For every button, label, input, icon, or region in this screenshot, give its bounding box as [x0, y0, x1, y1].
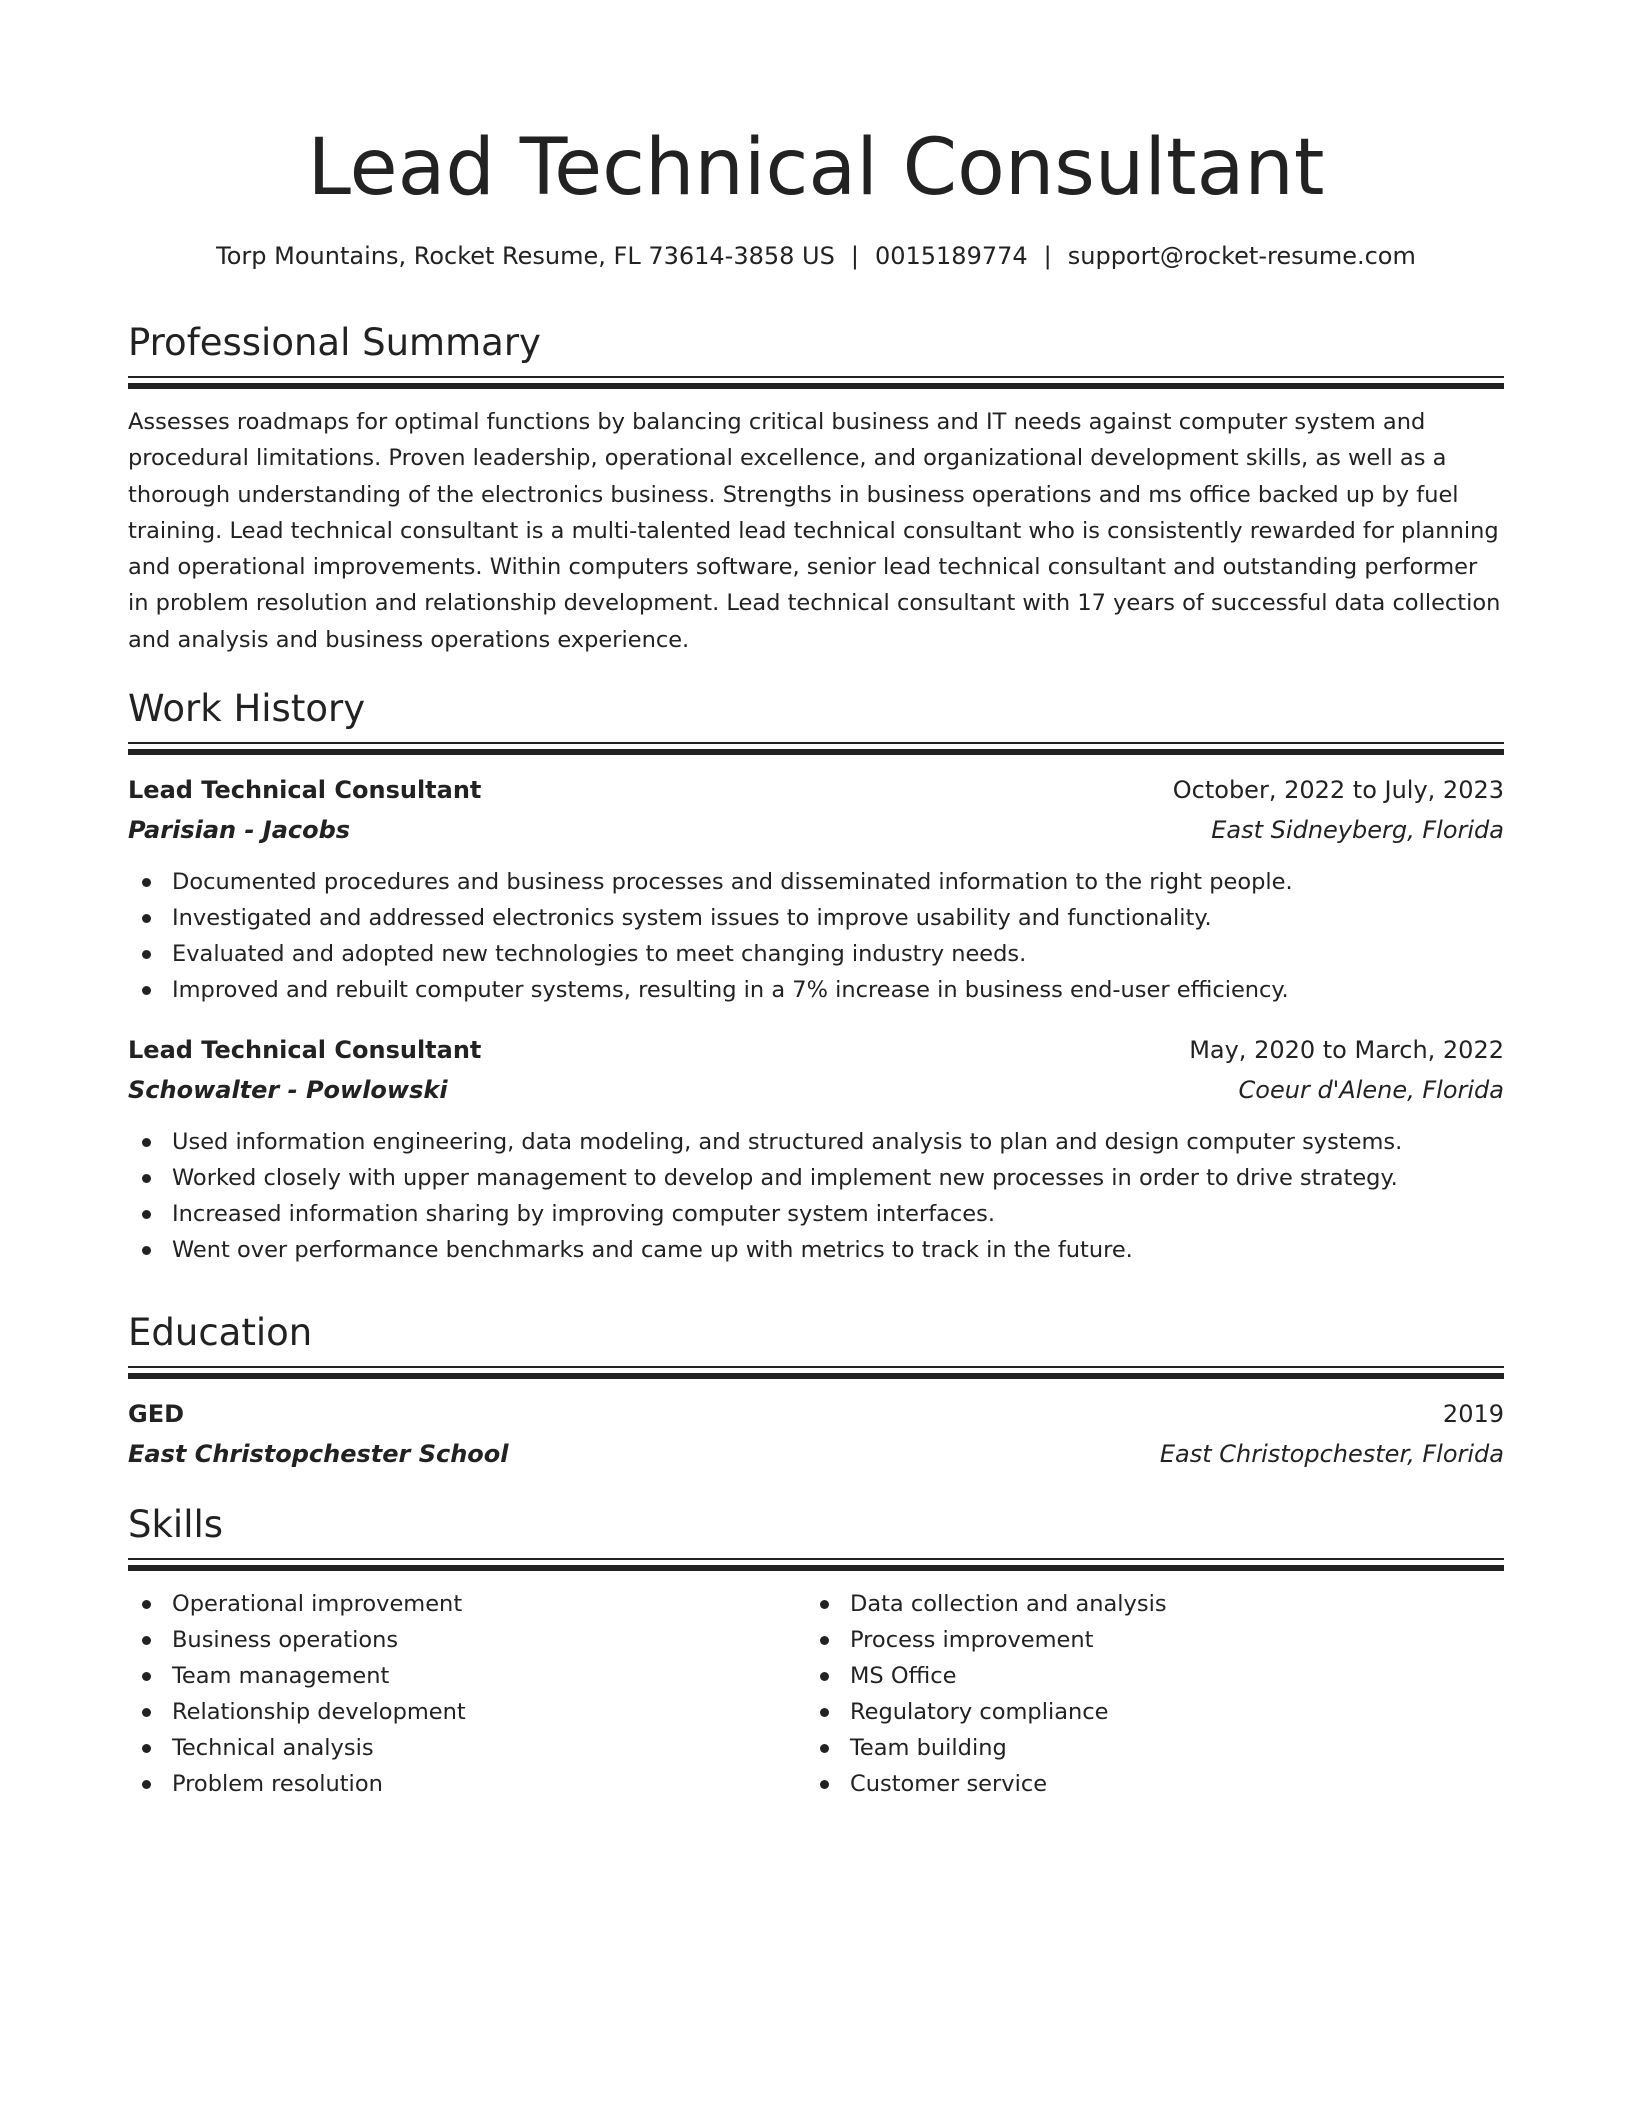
skill-item: Business operations: [128, 1622, 788, 1658]
job-entry: [128, 772, 1504, 1008]
divider-thin-line: [128, 1366, 1504, 1368]
contact-email: support@rocket-resume.com: [1067, 242, 1416, 270]
summary-text: Assesses roadmaps for optimal functions by balancing critical business and IT needs against computer system and procedural limitations. Proven leadership, operational excellence, and organizational development skills, as well as a thorough understanding of the electronics business. Strengths in business operations and ms office backed up by fuel training. Lead technical consultant is a multi-talented lead technical consultant who is consistently rewarded for planning and operational improvements. Within computers software, senior lead technical consultant and outstanding performer in problem resolution and relationship development. Lead technical consultant with 17 years of successful data collection and analysis and business operations experience.: [128, 409, 1501, 653]
contact-line: [128, 238, 1504, 274]
section-divider: [128, 1366, 1504, 1380]
job-bullets: [128, 1124, 1504, 1268]
skills-list-right: [806, 1586, 1466, 1802]
section-title: Professional Summary: [128, 321, 541, 364]
job-entry: [128, 1032, 1504, 1268]
skill-item: Process improvement: [806, 1622, 1466, 1658]
section-title: Skills: [128, 1503, 224, 1546]
skill-item: Technical analysis: [128, 1730, 788, 1766]
skill-item: Regulatory compliance: [806, 1694, 1466, 1730]
job-bullets: [128, 864, 1504, 1008]
job-company: Parisian - Jacobs: [128, 816, 351, 844]
contact-separator: |: [850, 242, 859, 270]
contact-phone: 0015189774: [874, 242, 1028, 270]
section-divider: [128, 376, 1504, 390]
job-bullet: Evaluated and adopted new technologies to meet changing industry needs.: [128, 936, 1504, 972]
skill-item: Relationship development: [128, 1694, 788, 1730]
job-company-row: [128, 1072, 1504, 1112]
divider-thin-line: [128, 742, 1504, 744]
job-dates: May, 2020 to March, 2022: [1189, 1036, 1504, 1064]
skill-item: Customer service: [806, 1766, 1466, 1802]
divider-thin-line: [128, 1558, 1504, 1560]
education-entry: [128, 1396, 1504, 1476]
section-title: Work History: [128, 687, 366, 730]
contact-separator: |: [1043, 242, 1052, 270]
resume-name: Lead Technical Consultant: [307, 123, 1325, 213]
work-history-section: [128, 684, 1504, 1268]
skills-list-left: [128, 1586, 788, 1802]
education-degree: GED: [128, 1400, 185, 1428]
education-school-row: [128, 1436, 1504, 1476]
job-header-row: [128, 1032, 1504, 1072]
job-bullet: Worked closely with upper management to develop and implement new processes in order to drive strategy.: [128, 1160, 1504, 1196]
divider-thin-line: [128, 376, 1504, 378]
job-bullet: Documented procedures and business processes and disseminated information to the right people.: [128, 864, 1504, 900]
section-title: Education: [128, 1311, 313, 1354]
skill-item: Data collection and analysis: [806, 1586, 1466, 1622]
section-divider: [128, 1558, 1504, 1572]
job-header-row: [128, 772, 1504, 812]
education-section: [128, 1308, 1504, 1476]
divider-thick-line: [128, 383, 1504, 389]
skill-item: Team building: [806, 1730, 1466, 1766]
job-title: Lead Technical Consultant: [128, 1036, 482, 1064]
skill-item: Problem resolution: [128, 1766, 788, 1802]
job-title: Lead Technical Consultant: [128, 776, 482, 804]
education-school: East Christopchester School: [128, 1440, 509, 1468]
job-location: East Sidneyberg, Florida: [1211, 816, 1504, 844]
job-bullet: Used information engineering, data modeling, and structured analysis to plan and design computer systems.: [128, 1124, 1504, 1160]
section-divider: [128, 742, 1504, 756]
education-header-row: [128, 1396, 1504, 1436]
job-company-row: [128, 812, 1504, 852]
job-company: Schowalter - Powlowski: [128, 1076, 448, 1104]
divider-thick-line: [128, 749, 1504, 755]
contact-address: Torp Mountains, Rocket Resume, FL 73614-3858 US: [216, 242, 835, 270]
summary-section: [128, 318, 1504, 658]
skill-item: Team management: [128, 1658, 788, 1694]
job-location: Coeur d'Alene, Florida: [1238, 1076, 1504, 1104]
job-bullet: Went over performance benchmarks and came up with metrics to track in the future.: [128, 1232, 1504, 1268]
job-dates: October, 2022 to July, 2023: [1172, 776, 1504, 804]
divider-thick-line: [128, 1373, 1504, 1379]
job-bullet: Investigated and addressed electronics system issues to improve usability and functionality.: [128, 900, 1504, 936]
skill-item: Operational improvement: [128, 1586, 788, 1622]
job-bullet: Improved and rebuilt computer systems, resulting in a 7% increase in business end-user efficiency.: [128, 972, 1504, 1008]
education-year: 2019: [1442, 1400, 1504, 1428]
job-bullet: Increased information sharing by improving computer system interfaces.: [128, 1196, 1504, 1232]
divider-thick-line: [128, 1565, 1504, 1571]
skill-item: MS Office: [806, 1658, 1466, 1694]
education-location: East Christopchester, Florida: [1159, 1440, 1504, 1468]
skills-section: [128, 1500, 1504, 1797]
